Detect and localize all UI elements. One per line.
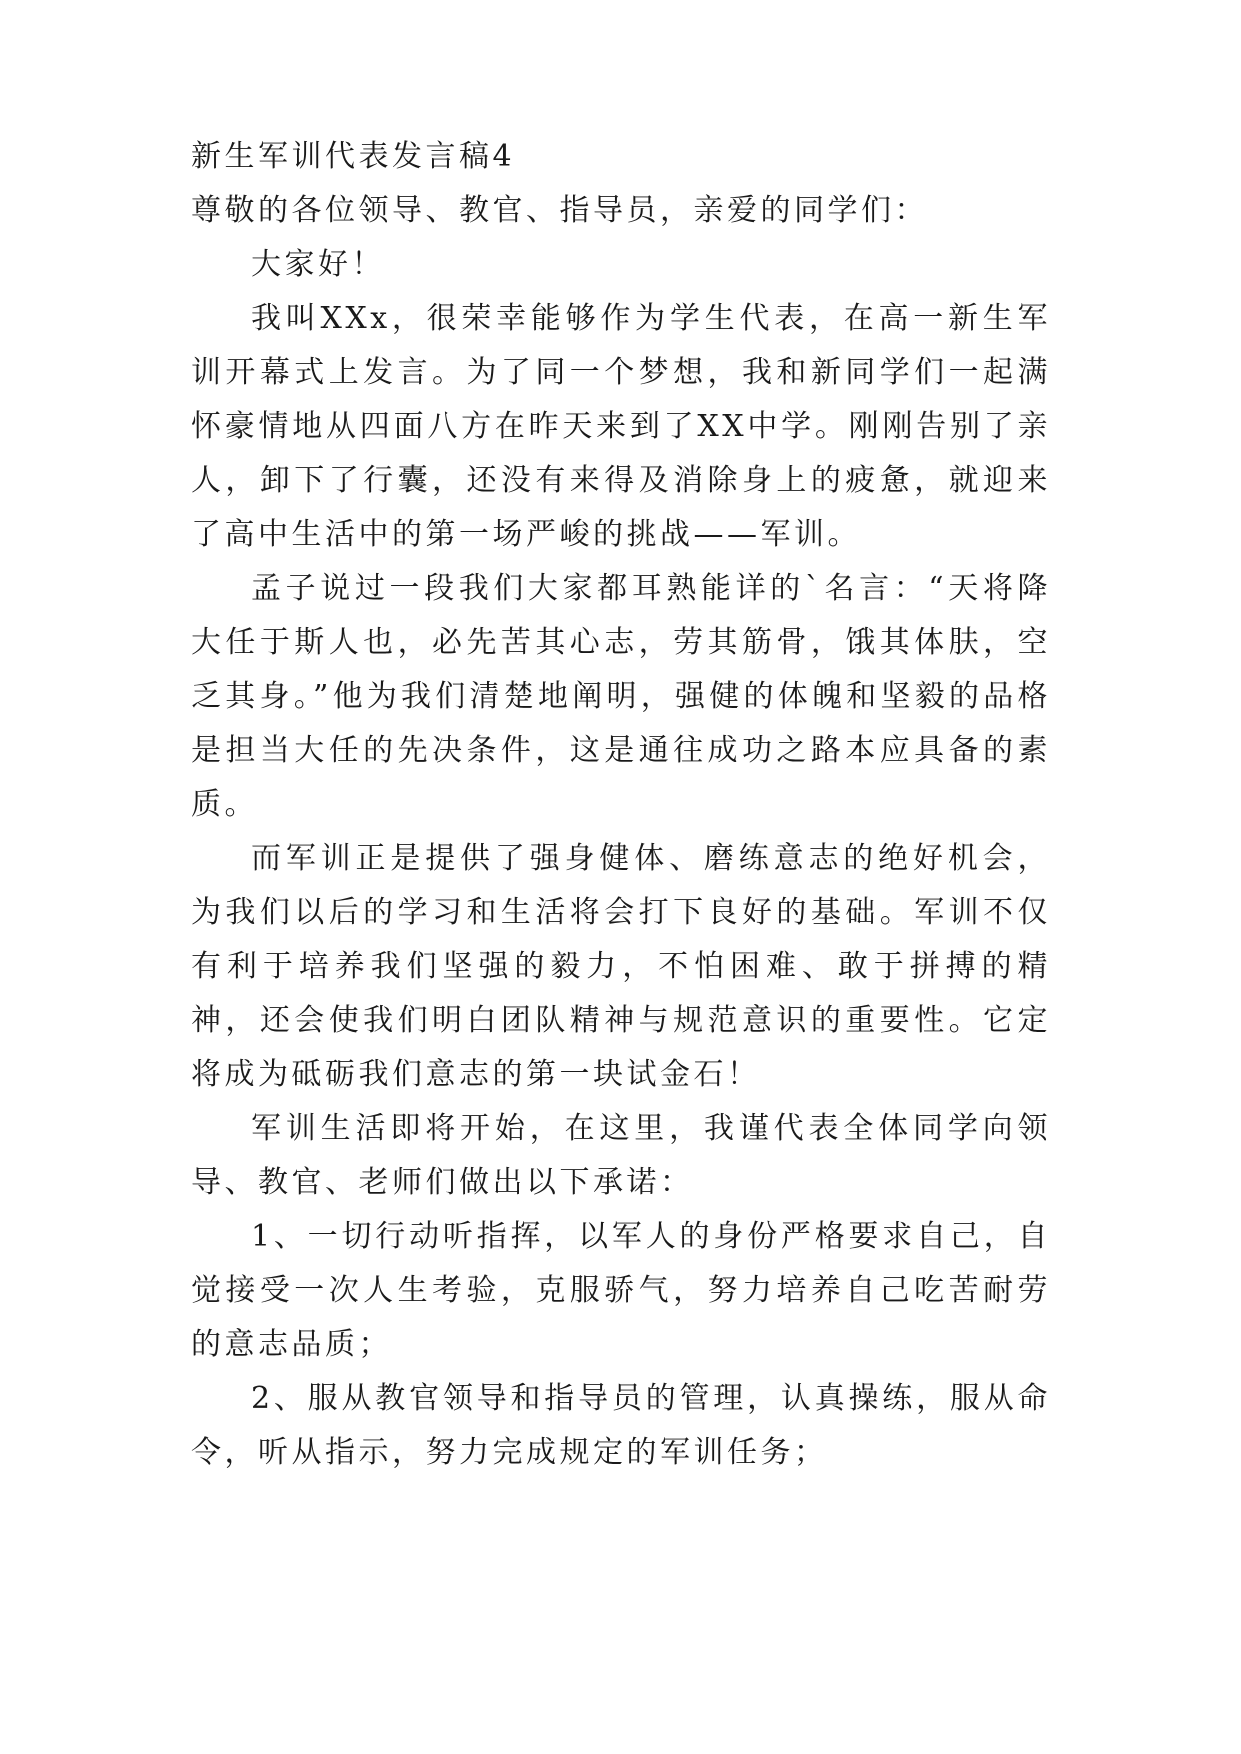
- salutation-line: 尊敬的各位领导、教官、指导员，亲爱的同学们：: [191, 193, 928, 228]
- paragraph-greeting: 大家好！: [251, 247, 385, 282]
- paragraph-mencius-quote: 孟子说过一段我们大家都耳熟能详的`名言：“天将降大任于斯人也，必先苦其心志，劳其筋骨，饿其体肤，空乏其身。”他为我们清楚地阐明，强健的体魄和坚毅的品格是担当大任的先决条件，这是通往成功之路本应具备的素质。: [191, 571, 1051, 822]
- document-body: [191, 130, 1051, 1480]
- paragraph-introduction: 我叫XXx，很荣幸能够作为学生代表，在高一新生军训开幕式上发言。为了同一个梦想，我和新同学们一起满怀豪情地从四面八方在昨天来到了XX中学。刚刚告别了亲人，卸下了行囊，还没有来得及消除身上的疲惫，就迎来了高中生活中的第一场严峻的挑战——军训。: [191, 301, 1051, 552]
- document-title: 新生军训代表发言稿4: [191, 139, 516, 174]
- paragraph-commitment-1: 1、一切行动听指挥，以军人的身份严格要求自己，自觉接受一次人生考验，克服骄气，努力培养自己吃苦耐劳的意志品质；: [191, 1219, 1051, 1362]
- paragraph-training-value: 而军训正是提供了强身健体、磨练意志的绝好机会，为我们以后的学习和生活将会打下良好的基础。军训不仅有利于培养我们坚强的毅力，不怕困难、敢于拼搏的精神，还会使我们明白团队精神与规范意识的重要性。它定将成为砥砺我们意志的第一块试金石！: [191, 841, 1051, 1092]
- paragraph-commitment-intro: 军训生活即将开始，在这里，我谨代表全体同学向领导、教官、老师们做出以下承诺：: [191, 1111, 1051, 1200]
- paragraph-commitment-2: 2、服从教官领导和指导员的管理，认真操练，服从命令，听从指示，努力完成规定的军训任务；: [191, 1381, 1051, 1470]
